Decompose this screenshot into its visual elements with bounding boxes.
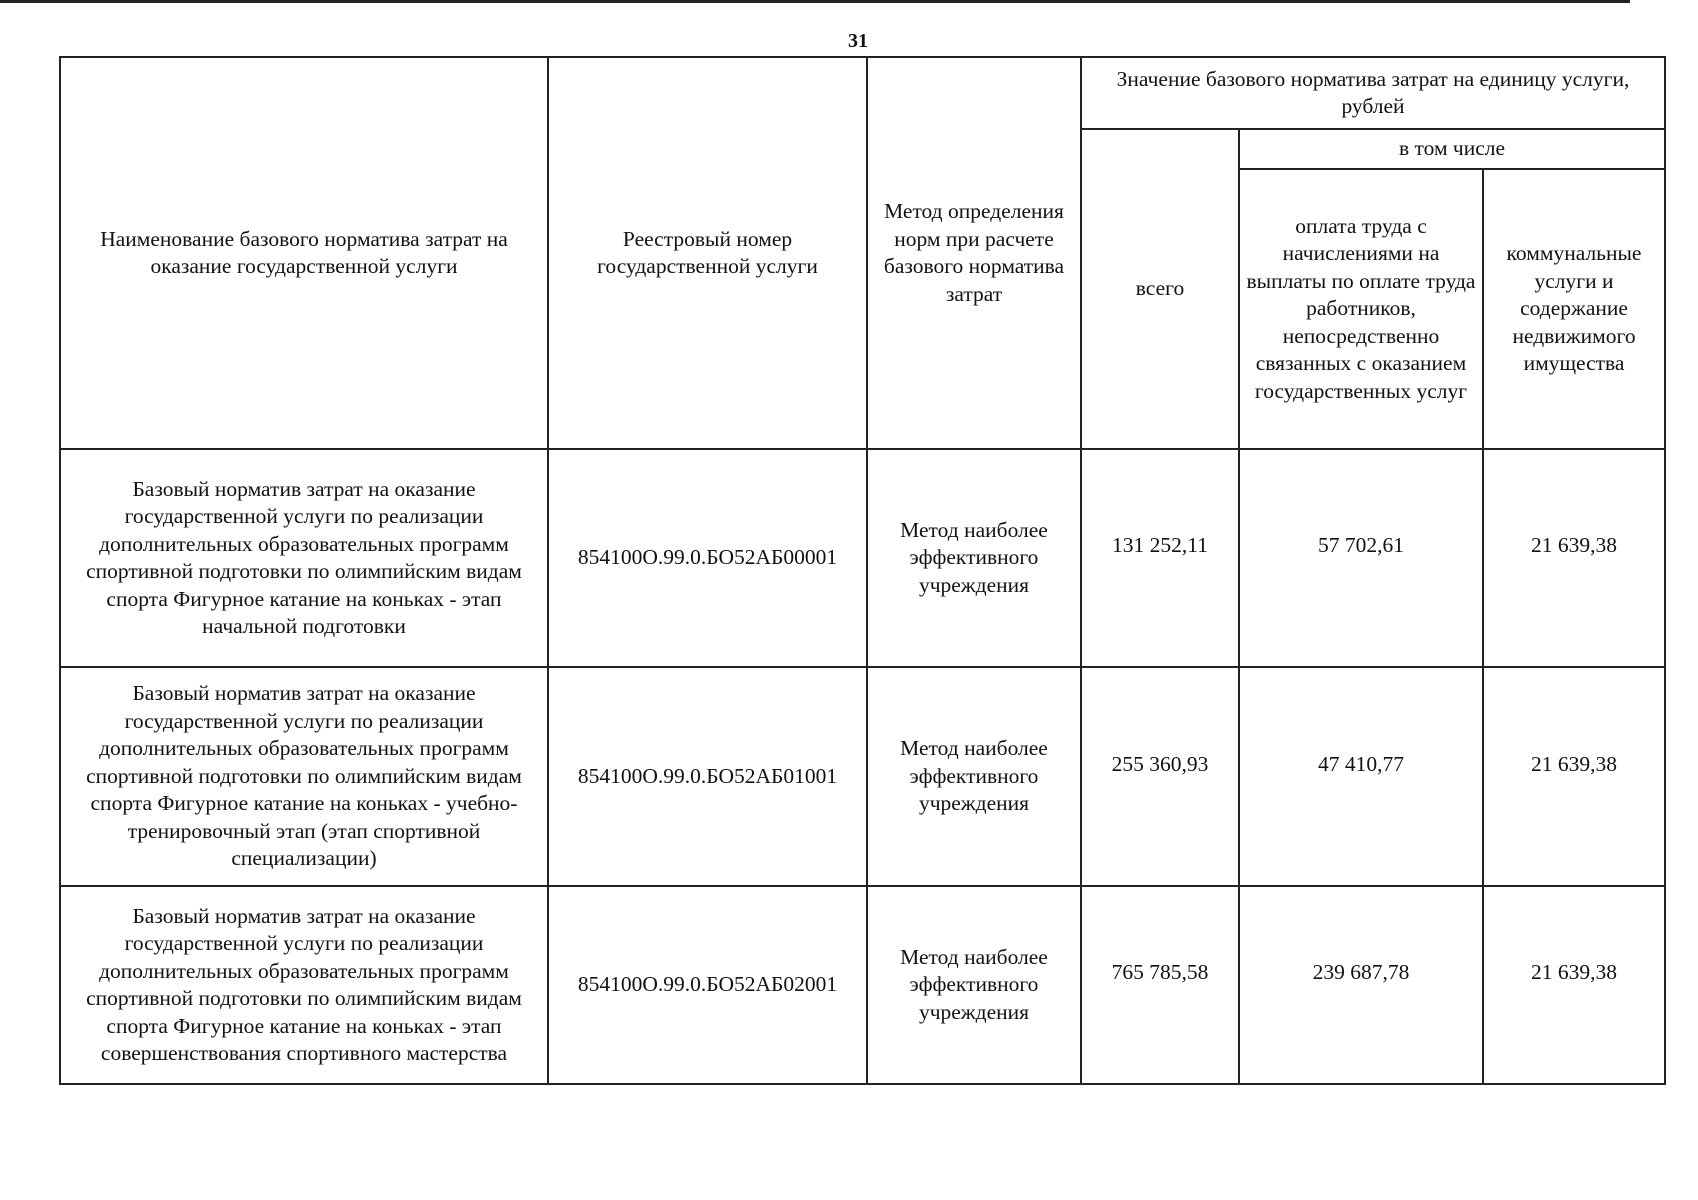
- row-labor-value: 47 410,77: [1318, 751, 1404, 776]
- header-total: всего: [1081, 129, 1239, 449]
- table-row: [60, 886, 1665, 1084]
- row-registry: 854100О.99.0.БО52АБ01001: [548, 667, 867, 886]
- row-labor-value: 239 687,78: [1312, 960, 1410, 985]
- row-utilities-value: 21 639,38: [1531, 533, 1618, 558]
- header-method: Метод определения норм при расчете базового норматива затрат: [867, 57, 1081, 449]
- row-labor-value: 57 702,61: [1318, 533, 1404, 558]
- header-name: Наименование базового норматива затрат на оказание государственной услуги: [60, 57, 548, 449]
- page-number: 31: [848, 30, 868, 52]
- row-name: Базовый норматив затрат на оказание государственной услуги по реализации дополнительных образовательных программ спортивной подготовки по олимпийским видам спорта Фигурное катание на коньках - учебно-тренировочный этап (этап спортивной специализации): [60, 667, 548, 886]
- row-name: Базовый норматив затрат на оказание государственной услуги по реализации дополнительных образовательных программ спортивной подготовки по олимпийским видам спорта Фигурное катание на коньках - этап совершенствования спортивного мастерства: [60, 886, 548, 1084]
- row-labor: [1239, 449, 1483, 667]
- header-utilities: коммунальные услуги и содержание недвижимого имущества: [1483, 169, 1665, 449]
- table-row: [60, 449, 1665, 667]
- row-total-value: 255 360,93: [1111, 751, 1209, 776]
- row-total-value: 765 785,58: [1111, 960, 1209, 985]
- header-labor: оплата труда с начислениями на выплаты по оплате труда работников, непосредственно связанных с оказанием государственных услуг: [1239, 169, 1483, 449]
- top-rule: [0, 0, 1630, 3]
- row-registry: 854100О.99.0.БО52АБ00001: [548, 449, 867, 667]
- row-name: Базовый норматив затрат на оказание государственной услуги по реализации дополнительных образовательных программ спортивной подготовки по олимпийским видам спорта Фигурное катание на коньках - этап начальной подготовки: [60, 449, 548, 667]
- row-utilities: [1483, 667, 1665, 886]
- row-utilities-value: 21 639,38: [1531, 751, 1618, 776]
- header-including: в том числе: [1239, 129, 1665, 169]
- row-utilities: [1483, 449, 1665, 667]
- row-utilities-value: 21 639,38: [1531, 960, 1618, 985]
- header-registry: Реестровый номер государственной услуги: [548, 57, 867, 449]
- header-row-1: [60, 57, 1665, 129]
- row-labor: [1239, 667, 1483, 886]
- norm-table: [59, 56, 1666, 1085]
- row-utilities: [1483, 886, 1665, 1084]
- row-total: [1081, 449, 1239, 667]
- row-method: Метод наиболее эффективного учреждения: [867, 449, 1081, 667]
- row-total: [1081, 886, 1239, 1084]
- row-registry: 854100О.99.0.БО52АБ02001: [548, 886, 867, 1084]
- table-row: [60, 667, 1665, 886]
- row-method: Метод наиболее эффективного учреждения: [867, 667, 1081, 886]
- row-method: Метод наиболее эффективного учреждения: [867, 886, 1081, 1084]
- row-total: [1081, 667, 1239, 886]
- header-value-group: Значение базового норматива затрат на единицу услуги, рублей: [1081, 57, 1665, 129]
- row-total-value: 131 252,11: [1112, 533, 1208, 558]
- row-labor: [1239, 886, 1483, 1084]
